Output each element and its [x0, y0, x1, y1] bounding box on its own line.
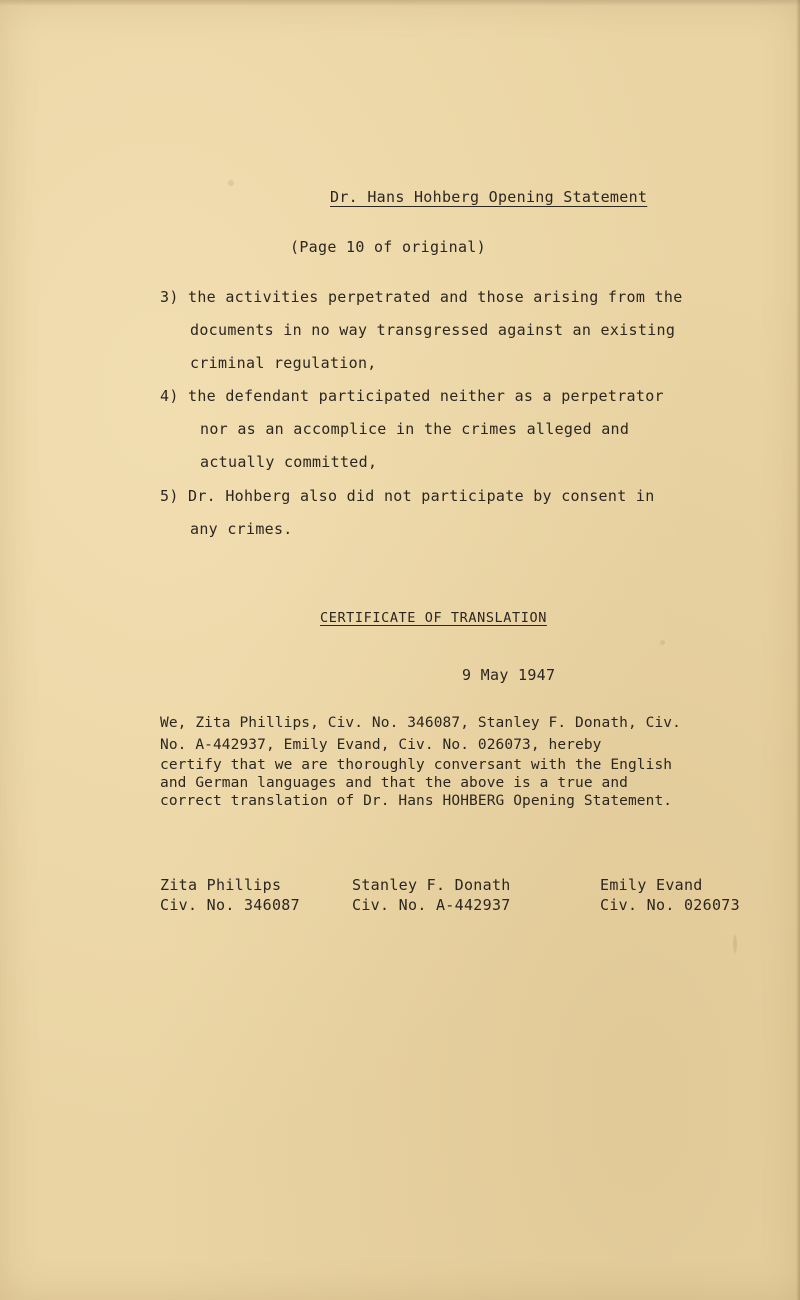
item-5-line-2: any crimes.	[190, 520, 293, 538]
certificate-line-1: We, Zita Phillips, Civ. No. 346087, Stanley F. Donath, Civ.	[160, 715, 681, 731]
certificate-line-3: certify that we are thoroughly conversant with the English	[160, 757, 673, 773]
signatory-1-civ-number: Civ. No. 346087	[160, 896, 300, 914]
signatory-2-civ-number: Civ. No. A-442937	[352, 896, 511, 914]
item-3-line-1: 3) the activities perpetrated and those arising from the	[160, 288, 683, 306]
certificate-line-2: No. A-442937, Emily Evand, Civ. No. 026073, hereby	[160, 737, 602, 753]
statement-heading: Dr. Hans Hohberg Opening Statement	[330, 188, 648, 206]
signatory-3-name: Emily Evand	[600, 876, 703, 894]
item-5-line-1: 5) Dr. Hohberg also did not participate by consent in	[160, 487, 655, 505]
item-3-line-3: criminal regulation,	[190, 354, 377, 372]
paper-stain	[733, 935, 737, 953]
item-4-line-2: nor as an accomplice in the crimes alleged and	[200, 420, 630, 438]
signatory-3-civ-number: Civ. No. 026073	[600, 896, 740, 914]
page-top-edge	[0, 0, 800, 6]
signatory-1-name: Zita Phillips	[160, 876, 282, 894]
certificate-date: 9 May 1947	[462, 666, 556, 684]
signatory-2-name: Stanley F. Donath	[352, 876, 511, 894]
certificate-line-4: and German languages and that the above is a true and	[160, 775, 628, 791]
certificate-line-5: correct translation of Dr. Hans HOHBERG Opening Statement.	[160, 793, 673, 809]
paper-stain	[228, 180, 234, 186]
item-3-line-2: documents in no way transgressed against an existing	[190, 321, 676, 339]
item-4-line-3: actually committed,	[200, 453, 378, 471]
certificate-title: CERTIFICATE OF TRANSLATION	[320, 610, 547, 626]
paper-stain	[660, 640, 665, 645]
page-reference: (Page 10 of original)	[290, 238, 486, 256]
item-4-line-1: 4) the defendant participated neither as a perpetrator	[160, 387, 664, 405]
page-right-edge	[796, 0, 800, 1300]
